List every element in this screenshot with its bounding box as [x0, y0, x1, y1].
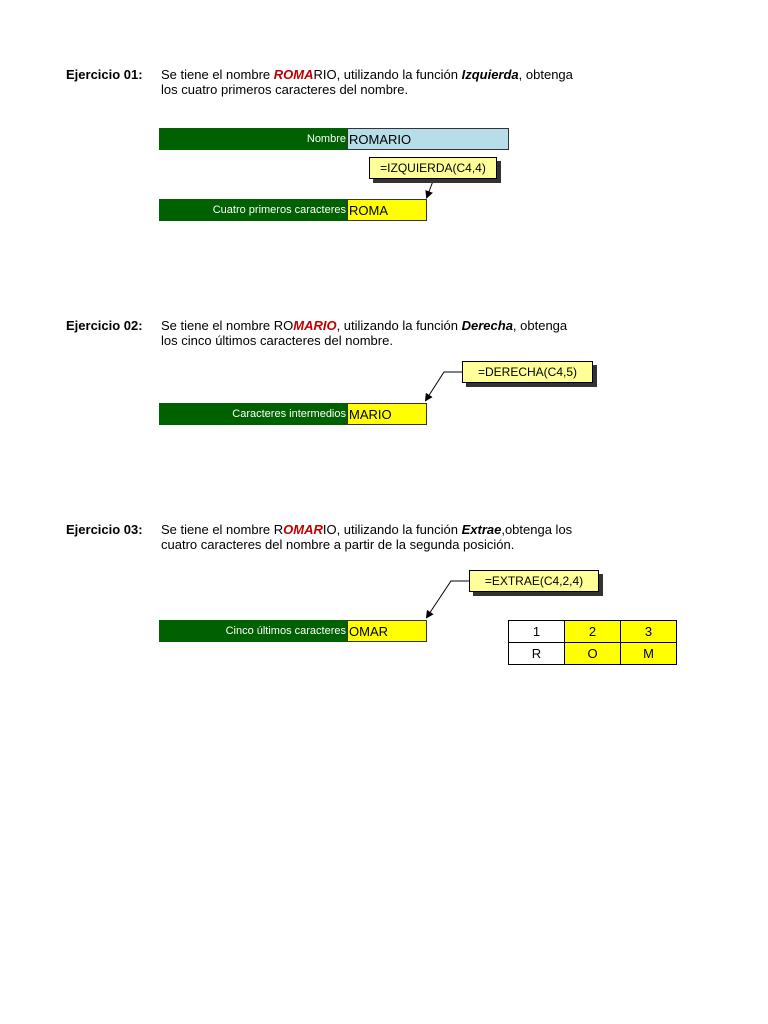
- statement-function: Extrae: [461, 522, 502, 537]
- result-label: Cuatro primeros caracteres: [159, 199, 347, 221]
- grid-cell[interactable]: 2: [565, 621, 621, 643]
- result-label: Caracteres intermedios: [159, 403, 347, 425]
- result-cell[interactable]: MARIO: [347, 403, 427, 425]
- formula-callout-ex3: =EXTRAE(C4,2,4): [469, 570, 599, 592]
- exercise-statement: [161, 522, 572, 552]
- grid-cell[interactable]: R: [509, 643, 565, 665]
- grid-cell[interactable]: 3: [621, 621, 677, 643]
- exercise-label: Ejercicio 01:: [66, 67, 143, 82]
- statement-text: Se tiene el nombre RO: [161, 318, 294, 333]
- statement-text: los cuatro primeros caracteres del nombre.: [161, 82, 409, 97]
- exercise-label: Ejercicio 03:: [66, 522, 143, 537]
- position-grid: [508, 620, 677, 665]
- statement-text: Se tiene el nombre: [161, 67, 274, 82]
- name-label: Nombre: [159, 128, 347, 150]
- result-cell[interactable]: OMAR: [347, 620, 427, 642]
- formula-callout-ex2: =DERECHA(C4,5): [462, 361, 593, 383]
- exercise-statement: [161, 318, 567, 348]
- statement-highlight: OMAR: [283, 522, 323, 537]
- statement-text: IO, utilizando la función: [322, 522, 462, 537]
- result-cell[interactable]: ROMA: [347, 199, 427, 221]
- exercise-statement: [161, 67, 573, 97]
- name-row: [159, 128, 509, 150]
- statement-text: , utilizando la función: [336, 318, 462, 333]
- formula-callout-ex1: =IZQUIERDA(C4,4): [369, 157, 497, 179]
- grid-cell[interactable]: O: [565, 643, 621, 665]
- connector-ex3: [427, 581, 469, 617]
- result-row-ex1: [159, 199, 427, 221]
- statement-highlight: ROMA: [273, 67, 314, 82]
- statement-text: ,obtenga los: [501, 522, 573, 537]
- statement-text: , obtenga: [518, 67, 573, 82]
- grid-row-positions: [509, 621, 677, 643]
- statement-text: los cinco últimos caracteres del nombre.: [161, 333, 393, 348]
- statement-text: RIO, utilizando la función: [313, 67, 462, 82]
- statement-text: Se tiene el nombre R: [161, 522, 284, 537]
- name-cell[interactable]: ROMARIO: [347, 128, 509, 150]
- connector-ex1: [427, 181, 433, 197]
- result-label: Cinco últimos caracteres: [159, 620, 347, 642]
- exercise-label: Ejercicio 02:: [66, 318, 143, 333]
- statement-function: Derecha: [461, 318, 513, 333]
- result-row-ex3: [159, 620, 427, 642]
- connector-ex2: [426, 372, 462, 400]
- statement-function: Izquierda: [461, 67, 519, 82]
- grid-cell[interactable]: M: [621, 643, 677, 665]
- statement-text: cuatro caracteres del nombre a partir de la segunda posición.: [161, 537, 515, 552]
- statement-text: , obtenga: [512, 318, 568, 333]
- statement-highlight: MARIO: [293, 318, 337, 333]
- grid-cell[interactable]: 1: [509, 621, 565, 643]
- result-row-ex2: [159, 403, 427, 425]
- grid-row-letters: [509, 643, 677, 665]
